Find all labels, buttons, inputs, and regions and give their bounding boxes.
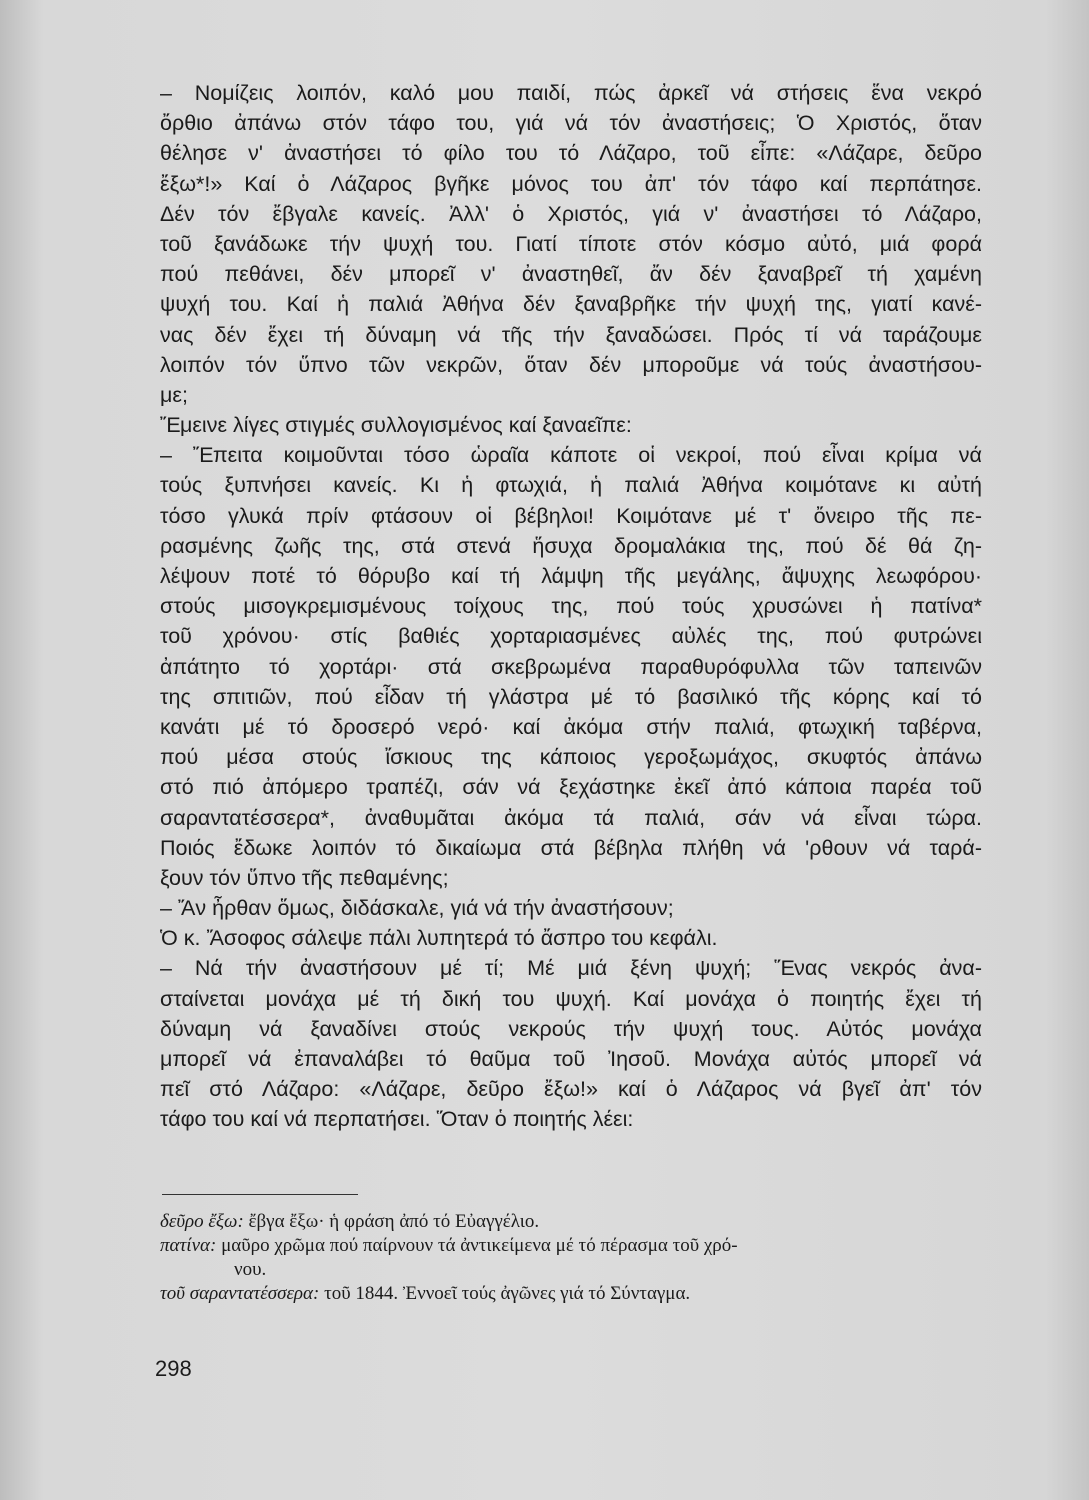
body-line: τούς ξυπνήσει κανείς. Κι ἡ φτωχιά, ἡ παλιά Ἀθήνα κοιμότανε κι αὐτή [160,473,982,498]
body-line: δύναμη νά ξαναδίνει στούς νεκρούς τήν ψυχή τους. Αὐτός μονάχα [160,1016,982,1041]
body-line: τάφο του καί νά περπατήσει. Ὅταν ὁ ποιητής λέει: [160,1107,634,1132]
body-line: λέψουν ποτέ τό θόρυβο καί τή λάμψη τῆς μεγάλης, ἄψυχης λεωφόρου· [160,564,982,588]
body-line: ἀπάτητο τό χορτάρι· στά σκεβρωμένα παραθυρόφυλλα τῶν ταπεινῶν [160,654,982,679]
footnote-term: τοῦ σαραντατέσσερα: [160,1283,320,1304]
body-line: πού μέσα στούς ἴσκιους της κάποιος γεροξωμάχος, σκυφτός ἀπάνω [160,745,982,770]
body-line: τοῦ χρόνου· στίς βαθιές χορταριασμένες αὐλές της, πού φυτρώνει [160,624,982,649]
body-line: κανάτι μέ τό δροσερό νερό· καί ἀκόμα στήν παλιά, φτωχική ταβέρνα, [160,714,982,739]
body-line: Ποιός ἔδωκε λοιπόν τό δικαίωμα στά βέβηλα πλήθη νά 'ρθουν νά ταρά- [160,835,982,860]
footnote-term: δεῦρο ἔξω: [160,1211,244,1232]
body-line: στό πιό ἀπόμερο τραπέζι, σάν νά ξεχάστηκε ἐκεῖ ἀπό κάποια παρέα τοῦ [160,775,982,800]
body-line: μπορεῖ νά ἐπαναλάβει τό θαῦμα τοῦ Ἰησοῦ. Μονάχα αὐτός μπορεῖ νά [160,1047,982,1071]
body-line: – Ἔπειτα κοιμοῦνται τόσο ὡραῖα κάποτε οἱ νεκροί, πού εἶναι κρίμα νά [160,443,982,468]
body-line: ξουν τόν ὕπνο τῆς πεθαμένης; [160,865,449,890]
body-line: ἔξω*!» Καί ὁ Λάζαρος βγῆκε μόνος του ἀπ' τόν τάφο καί περπάτησε. [160,171,982,196]
body-line: τοῦ ξανάδωκε τήν ψυχή του. Γιατί τίποτε στόν κόσμο αὐτό, μιά φορά [160,231,982,256]
body-line: στούς μισογκρεμισμένους τοίχους της, πού τούς χρυσώνει ἡ πατίνα* [160,594,982,619]
body-line: ρασμένης ζωῆς της, στά στενά ἥσυχα δρομαλάκια της, πού δέ θά ζη- [160,533,982,558]
body-line: Ὁ κ. Ἄσοφος σάλεψε πάλι λυπητερά τό ἄσπρο του κεφάλι. [160,926,718,951]
footnote-text: μαῦρο χρῶμα πού παίρνουν τά ἀντικείμενα μέ τό πέρασμα τοῦ χρό- [221,1235,738,1256]
footnote-patina [160,1234,982,1258]
body-line: – Νομίζεις λοιπόν, καλό μου παιδί, πώς ἀρκεῖ νά στήσεις ἕνα νεκρό [160,81,982,105]
body-line: – Νά τήν ἀναστήσουν μέ τί; Μέ μιά ξένη ψυχή; Ἕνας νεκρός ἀνα- [160,956,982,981]
body-line: της σπιτιῶν, πού εἶδαν τή γλάστρα μέ τό βασιλικό τῆς κόρης καί τό [160,684,982,709]
body-text [160,78,982,1135]
body-line: Δέν τόν ἔβγαλε κανείς. Ἀλλ' ὁ Χριστός, γιά ν' ἀναστήσει τό Λάζαρο, [160,201,982,226]
footnote-text: ἔβγα ἔξω· ἡ φράση ἀπό τό Εὐαγγέλιο. [248,1211,540,1232]
body-line: πού πεθάνει, δέν μπορεῖ ν' ἀναστηθεῖ, ἄν δέν ξαναβρεῖ τή χαμένη [160,262,982,287]
body-line: πεῖ στό Λάζαρο: «Λάζαρε, δεῦρο ἔξω!» καί ὁ Λάζαρος νά βγεῖ ἀπ' τόν [160,1077,982,1102]
body-line: με; [160,382,188,407]
footnote-text: τοῦ 1844. Ἐννοεῖ τούς ἀγῶνες γιά τό Σύνταγμα. [324,1283,691,1304]
body-line: ψυχή του. Καί ἡ παλιά Ἀθήνα δέν ξαναβρῆκε τήν ψυχή της, γιατί κανέ- [160,292,982,317]
body-line: νας δέν ἔχει τή δύναμη νά τῆς τήν ξαναδώσει. Πρός τί νά ταράζουμε [160,322,982,347]
footnote-divider [162,1194,358,1195]
body-line: σαραντατέσσερα*, ἀναθυμᾶται ἀκόμα τά παλιά, σάν νά εἶναι τώρα. [160,805,982,830]
page-number: 298 [155,1356,192,1381]
body-line: σταίνεται μονάχα μέ τή δική του ψυχή. Καί μονάχα ὁ ποιητής ἔχει τή [160,986,982,1011]
footnote-continuation: νου. [234,1259,267,1280]
footnote-saranta [160,1282,982,1306]
body-line: – Ἄν ἦρθαν ὅμως, διδάσκαλε, γιά νά τήν ἀναστήσουν; [160,896,674,921]
footnote-term: πατίνα: [160,1235,217,1256]
footnote-deuro [160,1210,982,1234]
body-line: θέλησε ν' ἀναστήσει τό φίλο του τό Λάζαρο, τοῦ εἶπε: «Λάζαρε, δεῦρο [160,141,982,166]
body-line: Ἔμεινε λίγες στιγμές συλλογισμένος καί ξαναεῖπε: [160,413,632,438]
body-line: τόσο γλυκά πρίν φτάσουν οἱ βέβηλοι! Κοιμότανε μέ τ' ὄνειρο τῆς πε- [160,503,982,528]
footnotes [160,1210,982,1306]
body-line: λοιπόν τόν ὕπνο τῶν νεκρῶν, ὅταν δέν μποροῦμε νά τούς ἀναστήσου- [160,352,982,377]
body-line: ὄρθιο ἀπάνω στόν τάφο του, γιά νά τόν ἀναστήσεις; Ὁ Χριστός, ὅταν [160,111,982,136]
